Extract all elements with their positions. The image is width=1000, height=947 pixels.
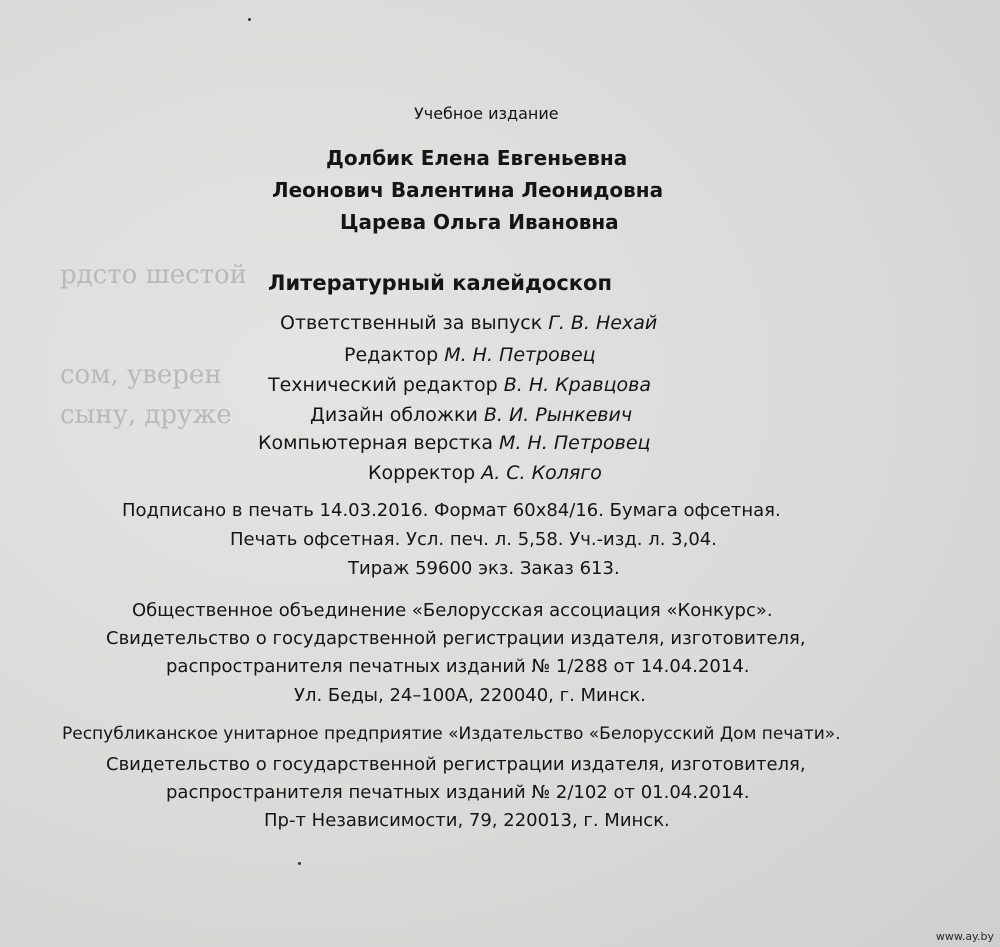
bleed-through-text: рдсто шестой [60, 260, 248, 290]
credit-line: Компьютерная верстка М. Н. Петровец [258, 432, 651, 454]
author-3: Царева Ольга Ивановна [340, 210, 619, 234]
credit-line: Технический редактор В. Н. Кравцова [268, 374, 651, 396]
publisher-line: распространителя печатных изданий № 1/288 от 14.04.2014. [166, 656, 750, 677]
print-info-line: Печать офсетная. Усл. печ. л. 5,58. Уч.-изд. л. 3,04. [230, 529, 717, 550]
bleed-through-text: сом, уверен [60, 360, 222, 390]
book-title: Литературный калейдоскоп [268, 271, 612, 295]
printer-line: Республиканское унитарное предприятие «Издательство «Белорусский Дом печати». [62, 724, 841, 744]
print-info-line: Тираж 59600 экз. Заказ 613. [348, 558, 620, 579]
credit-line: Дизайн обложки В. И. Рынкевич [310, 404, 633, 426]
publisher-line: Ул. Беды, 24–100А, 220040, г. Минск. [294, 685, 647, 706]
bleed-through-text: сыну, друже [60, 400, 232, 430]
printer-line: Свидетельство о государственной регистрации издателя, изготовителя, [106, 754, 806, 775]
ink-speck [248, 18, 251, 21]
publisher-line: Общественное объединение «Белорусская ассоциация «Конкурс». [132, 600, 773, 621]
watermark: www.ay.by [935, 930, 994, 943]
author-1: Долбик Елена Евгеньевна [326, 146, 628, 170]
credit-line: Редактор М. Н. Петровец [344, 344, 596, 366]
publisher-line: Свидетельство о государственной регистрации издателя, изготовителя, [106, 628, 806, 649]
print-info-line: Подписано в печать 14.03.2016. Формат 60х84/16. Бумага офсетная. [122, 500, 781, 521]
credit-line: Ответственный за выпуск Г. В. Нехай [280, 312, 658, 334]
ink-speck [298, 862, 301, 865]
credit-line: Корректор А. С. Коляго [368, 462, 602, 484]
edition-type: Учебное издание [414, 104, 559, 123]
printer-line: распространителя печатных изданий № 2/102 от 01.04.2014. [166, 782, 750, 803]
author-2: Леонович Валентина Леонидовна [272, 178, 664, 202]
printer-line: Пр-т Независимости, 79, 220013, г. Минск. [264, 810, 670, 831]
